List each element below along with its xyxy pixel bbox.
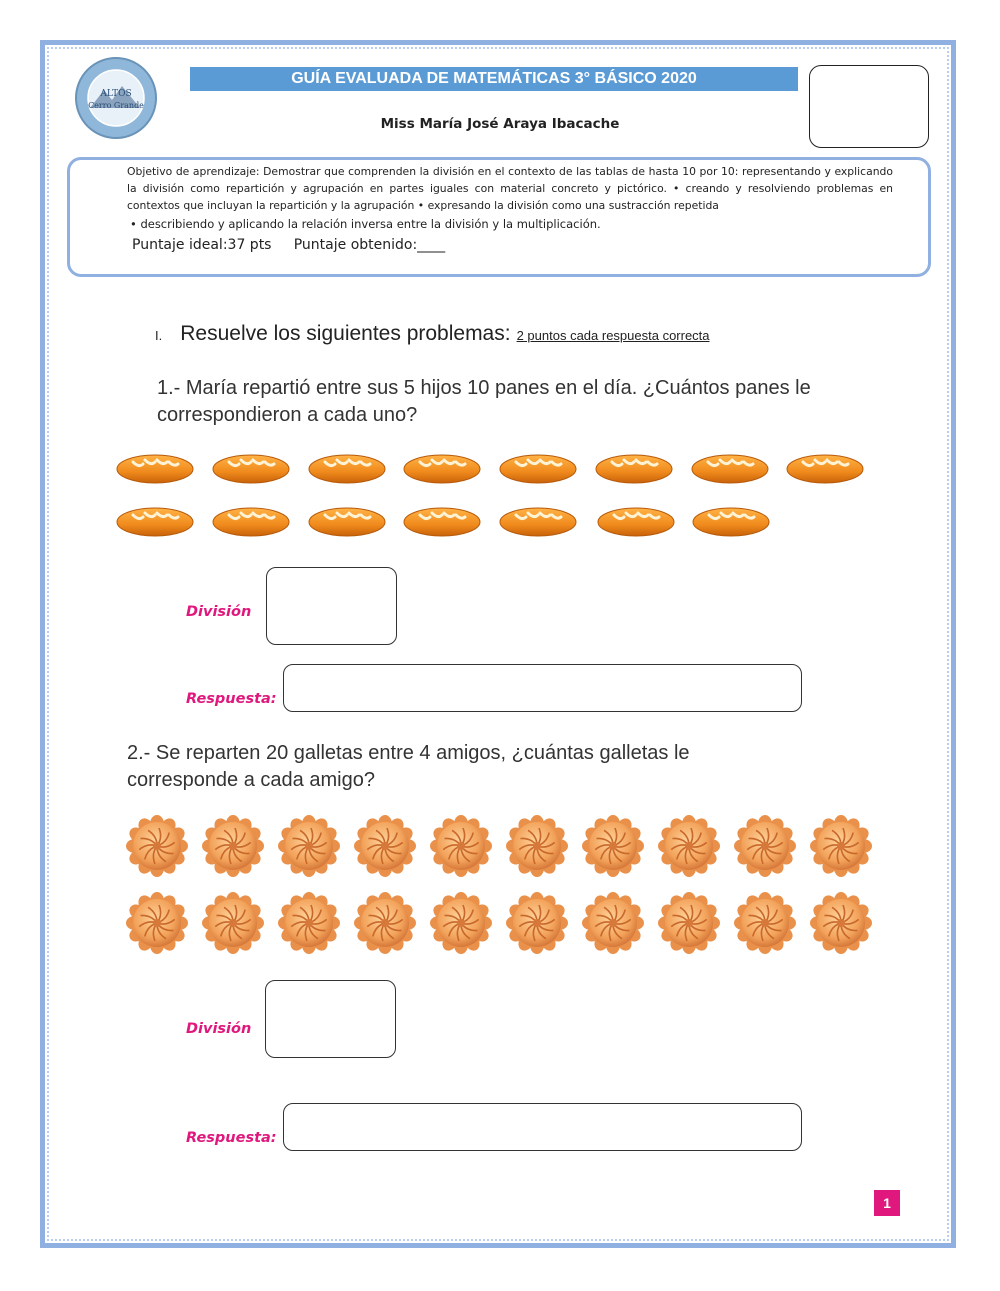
problem-1-division-label: División xyxy=(186,604,252,620)
cookie-icon xyxy=(810,892,872,954)
cookie-icon xyxy=(430,815,492,877)
page-number: 1 xyxy=(874,1190,900,1216)
section-number: I. xyxy=(155,328,163,343)
bread-icon xyxy=(785,450,865,486)
svg-text:Cerro Grande: Cerro Grande xyxy=(88,101,144,110)
cookie-icon xyxy=(734,815,796,877)
bread-icon xyxy=(115,503,195,539)
problem-1-answer-label: Respuesta: xyxy=(186,691,277,707)
problem-1-division-box[interactable] xyxy=(266,567,397,645)
problem-2-answer-box[interactable] xyxy=(283,1103,802,1151)
bread-icon xyxy=(402,450,482,486)
cookie-icon xyxy=(126,892,188,954)
cookie-icon xyxy=(126,815,188,877)
problem-1-question: 1.- María repartió entre sus 5 hijos 10 panes en el día. ¿Cuántos panes le correspondieron a cada uno? xyxy=(157,377,811,426)
bread-icon xyxy=(498,450,578,486)
cookie-icon xyxy=(506,815,568,877)
learning-objective-bullet: • describiendo y aplicando la relación inversa entre la división y la multiplicación. xyxy=(130,217,601,231)
cookie-icon xyxy=(430,892,492,954)
grade-box[interactable] xyxy=(809,65,929,148)
cookie-icon xyxy=(658,815,720,877)
cookie-icon xyxy=(354,815,416,877)
section-heading xyxy=(155,322,710,346)
bread-icon xyxy=(307,503,387,539)
cookie-icon xyxy=(810,815,872,877)
cookie-icon xyxy=(278,815,340,877)
cookie-icon xyxy=(582,815,644,877)
cookie-icon xyxy=(734,892,796,954)
score-line: Puntaje ideal:37 pts Puntaje obtenido:____ xyxy=(132,237,446,253)
bread-icon xyxy=(690,450,770,486)
problem-1-answer-box[interactable] xyxy=(283,664,802,712)
svg-text:ALTOS: ALTOS xyxy=(100,89,132,99)
problem-2-answer-label: Respuesta: xyxy=(186,1130,277,1146)
problem-2-question: 2.- Se reparten 20 galletas entre 4 amigos, ¿cuántas galletas le corresponde a cada amigo? xyxy=(127,742,690,791)
school-logo xyxy=(74,56,158,140)
section-points: 2 puntos cada respuesta correcta xyxy=(516,328,710,343)
problem-2-division-label: División xyxy=(186,1021,252,1037)
bread-icon xyxy=(307,450,387,486)
bread-icon xyxy=(402,503,482,539)
bread-icon xyxy=(211,503,291,539)
cookie-icon xyxy=(202,815,264,877)
teacher-name: Miss María José Araya Ibacache xyxy=(380,116,620,132)
cookie-icon xyxy=(506,892,568,954)
bread-icon xyxy=(596,503,676,539)
cookie-icon xyxy=(202,892,264,954)
problem-2-division-box[interactable] xyxy=(265,980,396,1058)
bread-icon xyxy=(211,450,291,486)
section-title: Resuelve los siguientes problemas: xyxy=(180,322,511,345)
bread-icon xyxy=(115,450,195,486)
cookie-icon xyxy=(658,892,720,954)
learning-objective: Objetivo de aprendizaje: Demostrar que comprenden la división en el contexto de las tablas de hasta 10 por 10: representando y explicando la división como repartición y agrupación en partes iguales con material concreto y pictórico. • creando y resolviendo problemas en contextos que incluyan la repartición y la agrupación • expresando la división como una sustracción repetida xyxy=(127,165,893,212)
bread-icon xyxy=(691,503,771,539)
cookie-icon xyxy=(278,892,340,954)
cookie-icon xyxy=(582,892,644,954)
bread-icon xyxy=(594,450,674,486)
guide-title: GUÍA EVALUADA DE MATEMÁTICAS 3° BÁSICO 2020 xyxy=(190,67,798,91)
bread-icon xyxy=(498,503,578,539)
cookie-icon xyxy=(354,892,416,954)
